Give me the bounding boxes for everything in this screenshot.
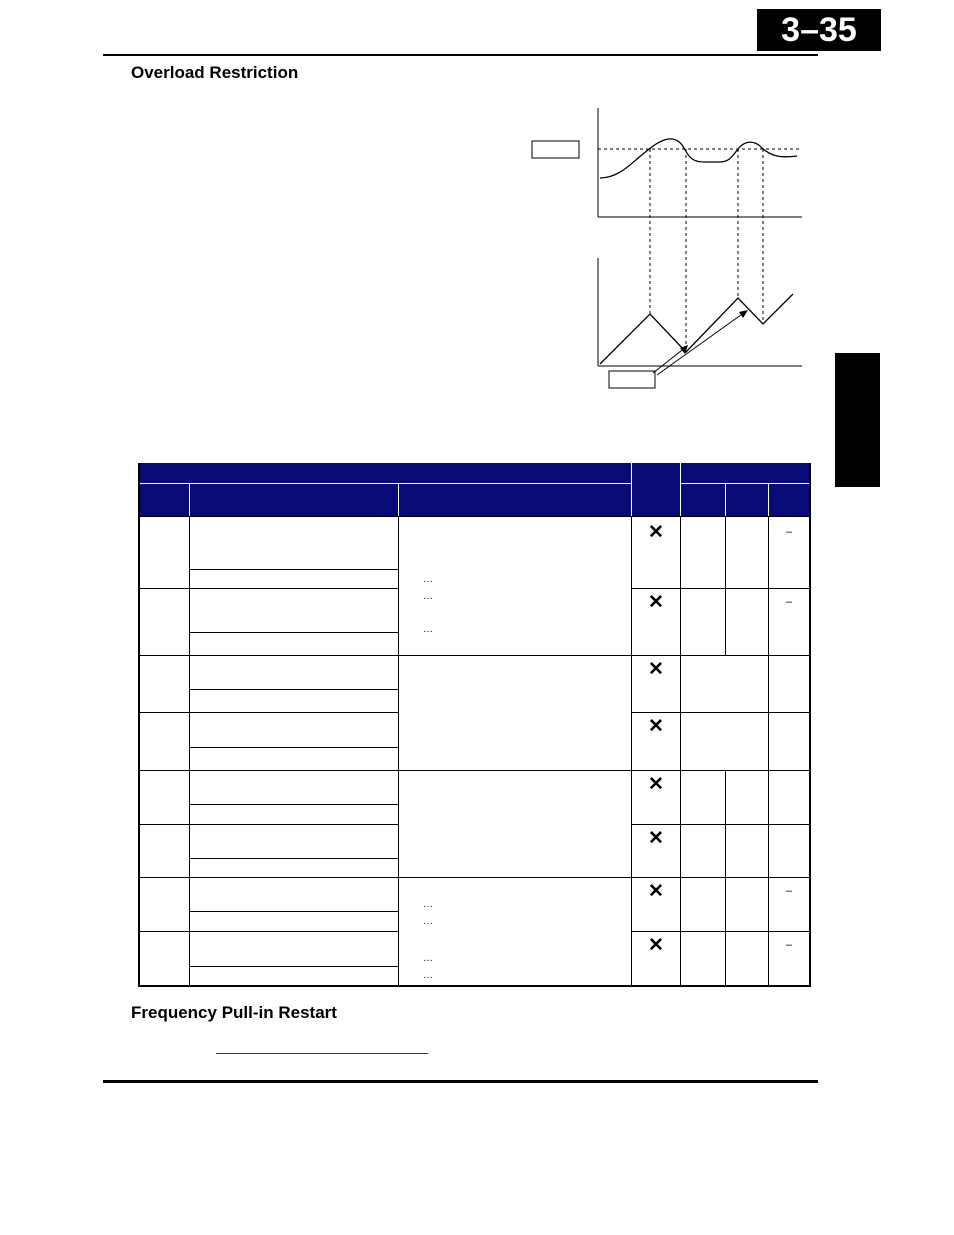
range-dash: – xyxy=(786,526,793,538)
option-ellipsis: … xyxy=(423,624,433,635)
run-mode-edit-mark: ✕ xyxy=(648,592,664,613)
run-mode-edit-mark: ✕ xyxy=(648,935,664,956)
hyperlink-underline[interactable] xyxy=(216,1053,428,1054)
motor-current-curve xyxy=(600,139,797,178)
section-heading-frequency-pullin-restart: Frequency Pull-in Restart xyxy=(131,1003,337,1022)
run-mode-edit-mark: ✕ xyxy=(648,659,664,680)
arrow-line-1 xyxy=(653,347,686,373)
chapter-side-tab xyxy=(835,353,880,487)
option-ellipsis: … xyxy=(423,574,433,585)
page-number: 3–35 xyxy=(757,9,881,51)
run-mode-edit-mark: ✕ xyxy=(648,881,664,902)
table-header-band xyxy=(138,463,811,483)
threshold-label-box xyxy=(532,141,579,158)
option-ellipsis: … xyxy=(423,591,433,602)
option-ellipsis: … xyxy=(423,970,433,981)
bottom-rule xyxy=(103,1080,818,1083)
deceleration-label-box xyxy=(609,371,655,388)
section-heading-overload-restriction: Overload Restriction xyxy=(131,63,299,82)
range-dash: – xyxy=(786,596,793,608)
table-header-row xyxy=(138,483,811,516)
run-mode-edit-mark: ✕ xyxy=(648,774,664,795)
option-ellipsis: … xyxy=(423,916,433,927)
option-ellipsis: … xyxy=(423,899,433,910)
run-mode-edit-mark: ✕ xyxy=(648,716,664,737)
range-dash: – xyxy=(786,885,793,897)
run-mode-edit-mark: ✕ xyxy=(648,828,664,849)
run-mode-edit-mark: ✕ xyxy=(648,522,664,543)
top-rule xyxy=(103,54,818,56)
arrowhead-2 xyxy=(739,310,748,318)
overload-restriction-graph xyxy=(520,100,810,400)
option-ellipsis: … xyxy=(423,953,433,964)
range-dash: – xyxy=(786,939,793,951)
parameter-table xyxy=(138,463,811,987)
output-frequency-curve xyxy=(600,294,793,364)
